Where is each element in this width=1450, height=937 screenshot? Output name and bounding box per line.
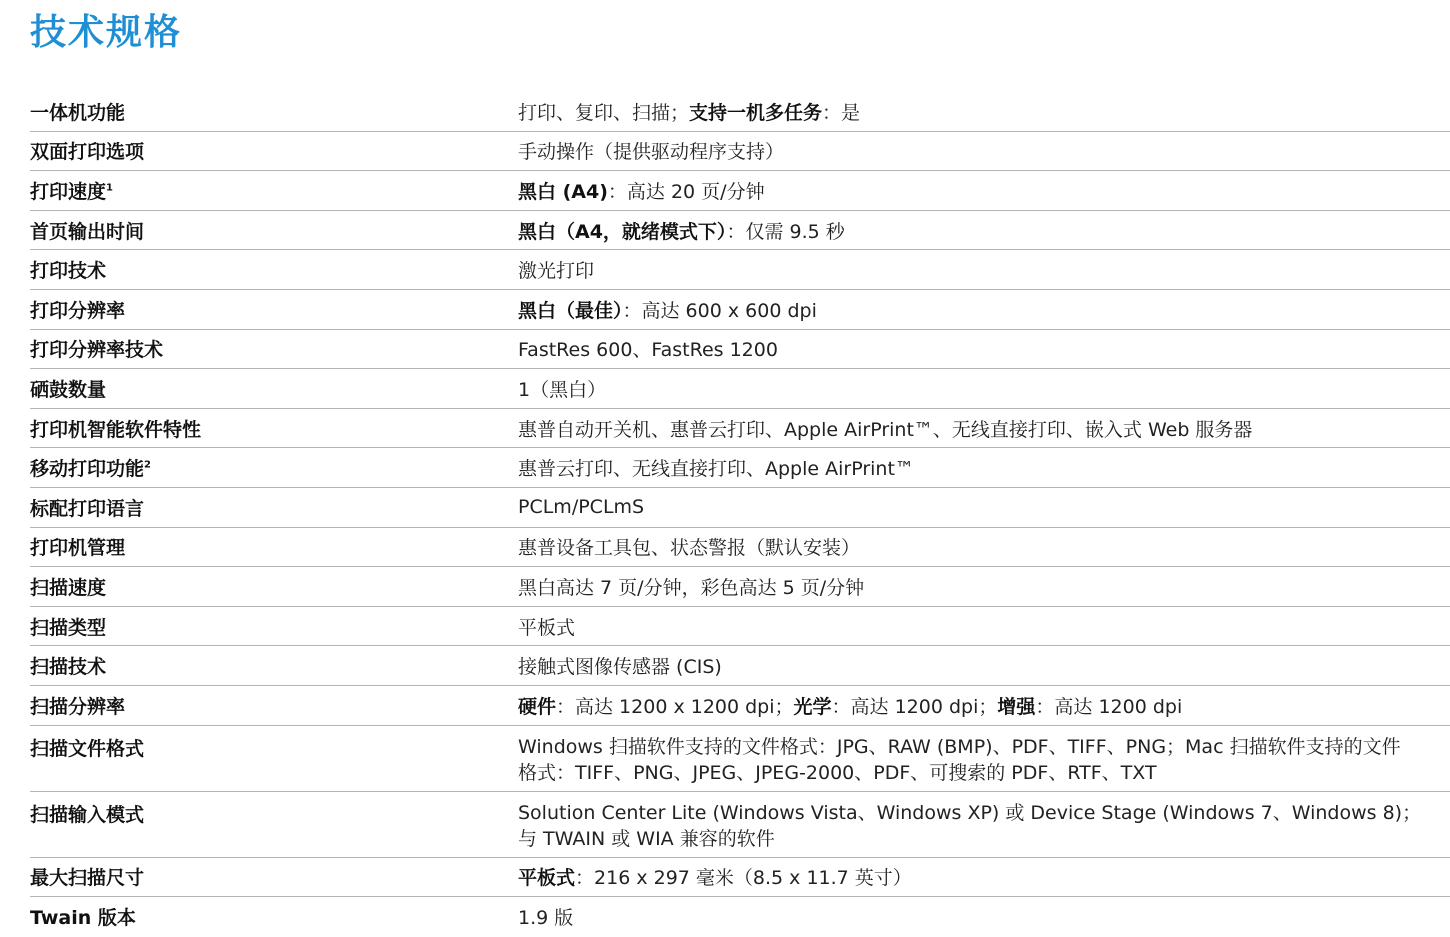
spec-label	[30, 375, 518, 402]
spec-label-text: 扫描分辨率	[30, 695, 126, 718]
spec-value-emphasis: 黑白（A4，就绪模式下）	[518, 220, 727, 243]
spec-row	[30, 686, 1450, 726]
spec-value	[518, 573, 1450, 600]
spec-value-text: 1.9 版	[518, 907, 574, 930]
spec-value	[518, 137, 1450, 164]
spec-row	[30, 528, 1450, 568]
spec-label	[30, 613, 518, 640]
spec-label	[30, 863, 518, 890]
spec-row	[30, 726, 1450, 792]
spec-value-text: 打印、复印、扫描；	[518, 101, 690, 124]
spec-label	[30, 415, 518, 442]
spec-row	[30, 132, 1450, 172]
spec-value	[518, 692, 1450, 719]
spec-row	[30, 211, 1450, 251]
footnote-marker: 2	[144, 459, 151, 471]
spec-value	[518, 217, 1450, 244]
spec-label	[30, 800, 518, 827]
spec-table	[30, 92, 1450, 937]
spec-label	[30, 533, 518, 560]
spec-value-line: 格式：TIFF、PNG、JPEG、JPEG-2000、PDF、可搜索的 PDF、RTF、TXT	[518, 761, 1157, 784]
spec-value-line: Windows 扫描软件支持的文件格式：JPG、RAW (BMP)、PDF、TIFF、PNG；Mac 扫描软件支持的文件	[518, 735, 1401, 758]
spec-row	[30, 858, 1450, 898]
spec-value-text: 惠普自动开关机、惠普云打印、Apple AirPrint™、无线直接打印、嵌入式 Web 服务器	[518, 418, 1253, 441]
spec-label	[30, 217, 518, 244]
spec-row	[30, 171, 1450, 211]
spec-label-text: 一体机功能	[30, 101, 126, 124]
spec-value-text: PCLm/PCLmS	[518, 496, 645, 519]
spec-value	[518, 652, 1450, 679]
spec-label-text: 最大扫描尺寸	[30, 867, 145, 890]
spec-value-text: 黑白高达 7 页/分钟，彩色高达 5 页/分钟	[518, 576, 865, 599]
spec-label-text: Twain 版本	[30, 907, 136, 930]
spec-value	[518, 375, 1450, 402]
spec-label-text: 扫描文件格式	[30, 737, 145, 760]
spec-label-text: 双面打印选项	[30, 141, 145, 164]
spec-row	[30, 92, 1450, 132]
spec-value	[518, 256, 1450, 283]
spec-label	[30, 494, 518, 521]
spec-label-text: 移动打印功能	[30, 458, 145, 481]
spec-label-text: 扫描类型	[30, 616, 107, 639]
spec-value-text: FastRes 600、FastRes 1200	[518, 339, 778, 362]
spec-value-emphasis: 硬件	[518, 695, 557, 718]
spec-label	[30, 256, 518, 283]
spec-value-text: ：216 x 297 毫米（8.5 x 11.7 英寸）	[575, 867, 912, 890]
spec-label	[30, 734, 518, 761]
spec-value-text: 惠普设备工具包、状态警报（默认安装）	[518, 537, 861, 560]
spec-value-emphasis: 光学	[793, 695, 832, 718]
spec-label	[30, 335, 518, 362]
spec-value-line: Solution Center Lite (Windows Vista、Windows XP) 或 Device Stage (Windows 7、Windows 8)；	[518, 801, 1422, 824]
spec-value	[518, 296, 1450, 323]
spec-label	[30, 98, 518, 125]
spec-row	[30, 409, 1450, 449]
spec-value	[518, 415, 1450, 442]
spec-row	[30, 330, 1450, 370]
spec-value-emphasis: 增强	[997, 695, 1036, 718]
spec-row	[30, 607, 1450, 647]
spec-label-text: 硒鼓数量	[30, 378, 107, 401]
spec-label-text: 打印技术	[30, 260, 107, 283]
spec-value-text: ：高达 600 x 600 dpi	[622, 299, 817, 322]
spec-value-line: 与 TWAIN 或 WIA 兼容的软件	[518, 827, 775, 850]
spec-value	[518, 496, 1450, 518]
spec-value-emphasis: 支持一机多任务	[689, 101, 823, 124]
spec-row	[30, 646, 1450, 686]
spec-label-text: 扫描输入模式	[30, 803, 145, 826]
spec-row	[30, 567, 1450, 607]
spec-label-text: 打印机管理	[30, 537, 126, 560]
spec-value-text: 接触式图像传感器 (CIS)	[518, 656, 722, 679]
spec-value-text: 手动操作（提供驱动程序支持）	[518, 141, 785, 164]
spec-value-text: ：高达 1200 dpi；	[831, 695, 998, 718]
spec-value-emphasis: 平板式	[518, 867, 576, 890]
spec-row	[30, 897, 1450, 937]
spec-row	[30, 488, 1450, 528]
spec-value-text: 激光打印	[518, 260, 595, 283]
spec-label	[30, 137, 518, 164]
spec-value-text: ：仅需 9.5 秒	[726, 220, 845, 243]
spec-value-text: 平板式	[518, 616, 576, 639]
spec-label	[30, 177, 518, 204]
spec-value-text: ：高达 20 页/分钟	[607, 180, 765, 203]
spec-value-text: ：是	[822, 101, 861, 124]
spec-label	[30, 454, 518, 481]
spec-value	[518, 98, 1450, 125]
spec-value-text: 惠普云打印、无线直接打印、Apple AirPrint™	[518, 458, 914, 481]
page-title: 技术规格	[30, 12, 183, 53]
spec-value	[518, 800, 1450, 852]
spec-value	[518, 903, 1450, 930]
spec-row	[30, 250, 1450, 290]
footnote-marker: 1	[106, 182, 113, 194]
spec-value	[518, 177, 1450, 204]
spec-value-emphasis: 黑白（最佳）	[518, 299, 623, 322]
spec-label	[30, 652, 518, 679]
spec-label-text: 打印机智能软件特性	[30, 418, 202, 441]
spec-value-emphasis: 黑白 (A4)	[518, 180, 608, 203]
spec-label-text: 扫描技术	[30, 656, 107, 679]
spec-label-text: 扫描速度	[30, 576, 107, 599]
spec-row	[30, 792, 1450, 858]
spec-value-text: ：高达 1200 x 1200 dpi；	[556, 695, 794, 718]
spec-value	[518, 613, 1450, 640]
spec-label-text: 首页输出时间	[30, 220, 145, 243]
spec-value-text: 1（黑白）	[518, 378, 607, 401]
spec-label-text: 打印分辨率	[30, 299, 126, 322]
spec-label	[30, 903, 518, 930]
spec-label-text: 打印分辨率技术	[30, 339, 164, 362]
spec-label-text: 标配打印语言	[30, 497, 145, 520]
spec-row	[30, 290, 1450, 330]
spec-row	[30, 448, 1450, 488]
spec-value	[518, 533, 1450, 560]
spec-value	[518, 734, 1450, 786]
spec-value	[518, 454, 1450, 481]
spec-label	[30, 296, 518, 323]
spec-value	[518, 335, 1450, 362]
spec-label	[30, 573, 518, 600]
spec-value-text: ：高达 1200 dpi	[1035, 695, 1183, 718]
spec-row	[30, 369, 1450, 409]
spec-label	[30, 692, 518, 719]
spec-value	[518, 863, 1450, 890]
spec-label-text: 打印速度	[30, 180, 107, 203]
